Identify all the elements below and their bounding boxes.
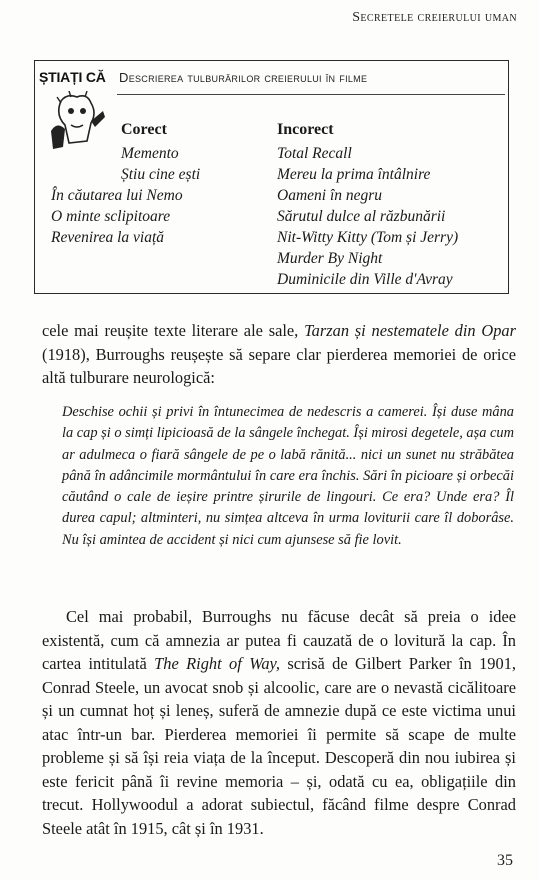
box-tag: ȘTIAȚI CĂ xyxy=(39,69,106,85)
correct-column xyxy=(51,119,261,248)
paragraph-text: (1918), Burroughs reușește să separe clar pierderea memoriei de orice altă tulburare neurologică: xyxy=(42,344,516,387)
incorrect-film: Nit-Witty Kitty (Tom și Jerry) xyxy=(277,229,459,246)
incorrect-film: Murder By Night xyxy=(277,250,383,267)
paragraph-text: cele mai reușite texte literare ale sale, xyxy=(42,321,305,340)
incorrect-film: Duminicile din Ville d'Avray xyxy=(277,271,453,288)
running-head: Secretele creierului uman xyxy=(352,10,517,25)
body-paragraph-2 xyxy=(42,605,516,840)
incorrect-film: Mereu la prima întâlnire xyxy=(277,166,431,183)
page-number: 35 xyxy=(497,852,513,869)
paragraph-text: Cel mai probabil, Burroughs nu făcuse decât să preia o idee existentă, cum că amnezia ar putea fi cauzată de o lovitură la cap. În cartea intitulată xyxy=(42,607,516,673)
correct-film: În căutarea lui Nemo xyxy=(51,187,183,204)
correct-film: Memento xyxy=(121,145,179,162)
body-paragraph-1 xyxy=(42,319,516,390)
incorrect-film: Oameni în negru xyxy=(277,187,383,204)
did-you-know-box xyxy=(34,60,509,294)
block-quote: Deschise ochii și privi în întunecimea de nedescris a camerei. Își duse mâna la cap și o simți lipicioasă de la sângele închegat. Își mirosi degetele, așa cum ar adulmeca o fiară sângele de pe o labă rănită... nici un sunet nu străbătea până în adâncimile mormântului în care era închis. Sări în picioare și orbecăi căutând o cale de ieșire printre șirurile de lingouri. Ce era? Unde era? Îl durea capul; altminteri, nu simțea altceva în urma loviturii care îl doborâse. Nu își amintea de accident și nici cum ajunsese să fie lovit. xyxy=(62,404,514,548)
correct-film: O minte sclipitoare xyxy=(51,208,171,225)
incorrect-column xyxy=(277,119,507,290)
box-title: Descrierea tulburărilor creierului în filme xyxy=(119,70,368,85)
incorrect-film: Total Recall xyxy=(277,145,352,162)
incorrect-film: Sărutul dulce al răzbunării xyxy=(277,208,446,225)
box-header xyxy=(35,61,508,95)
correct-heading: Corect xyxy=(121,121,167,138)
paragraph-text: scrisă de Gilbert Parker în 1901, Conrad Steele, un avocat snob și alcoolic, care are o nevastă cicălitoare și un cumnat hoț și leneș, suferă de amnezie după ce este victima unui atac într-un bar. Pierderea memoriei îi permite să scape de multe probleme și să își reia viața de la început. Descoperă din nou iubirea și este fericit până îi revine memoria – și, odată cu ea, obligațiile din trecut. Hollywoodul a adorat subiectul, făcând filme despre Conrad Steele atât în 1915, cât și în 1931. xyxy=(42,654,516,838)
book-title: The Right of Way, xyxy=(154,654,281,673)
correct-film: Știu cine ești xyxy=(121,166,201,183)
book-title: Tarzan și nestematele din Opar xyxy=(304,321,516,340)
box-divider xyxy=(117,94,505,95)
incorrect-heading: Incorect xyxy=(277,121,334,138)
correct-film: Revenirea la viață xyxy=(51,229,165,246)
